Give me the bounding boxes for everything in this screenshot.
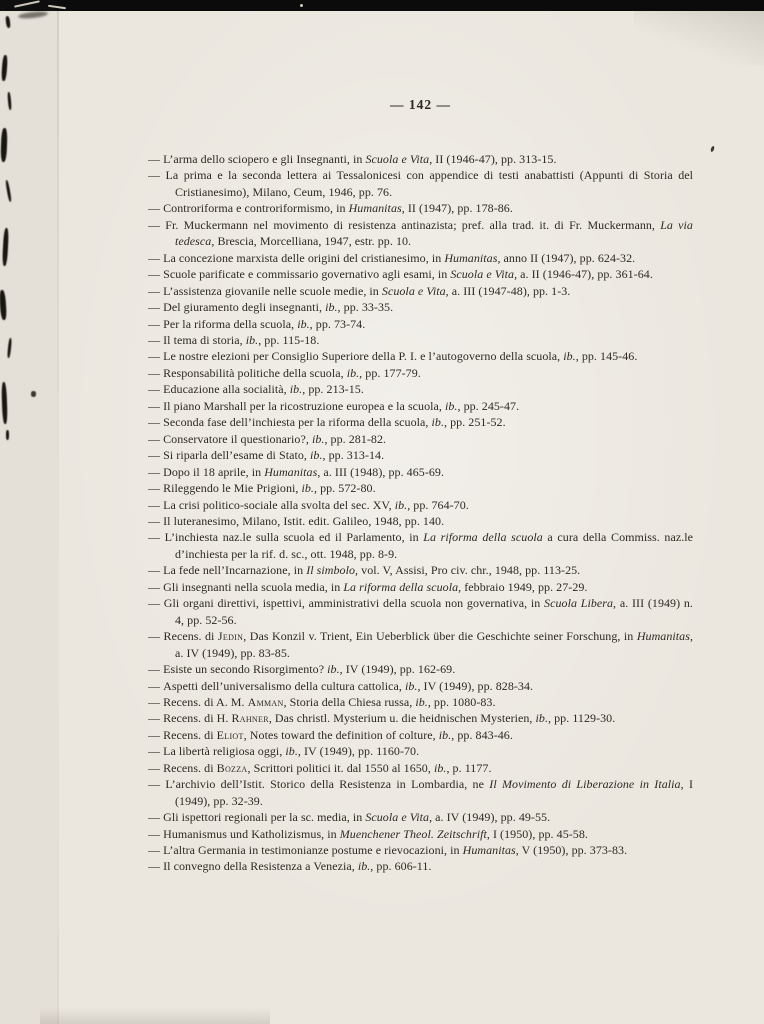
bibliography-entry (148, 365, 693, 381)
bibliography-entry (148, 250, 693, 266)
entry-text: L’archivio dell’Istit. Storico della Resistenza in Lombardia, ne (165, 777, 490, 792)
entry-text: , pp. 115-18. (258, 332, 320, 347)
bibliography-entry (148, 431, 693, 447)
entry-dash-marker: — (148, 530, 165, 545)
bibliography-list (148, 151, 693, 875)
entry-text-italic: Muenchener Theol. Zeitschrift (339, 826, 487, 841)
bibliography-entry (148, 579, 693, 595)
entry-text: Recens. di (163, 727, 217, 742)
entry-text: Il piano Marshall per la ricostruzione europea e la scuola, (163, 398, 445, 413)
bibliography-entry (148, 595, 693, 628)
bibliography-entry (148, 200, 693, 216)
entry-text: , p. 1177. (446, 760, 492, 775)
entry-text: Recens. di H. (163, 711, 232, 726)
entry-text: Scuole parificate e commissario governativo agli esami, in (163, 267, 451, 282)
entry-text: , pp. 572-80. (313, 481, 376, 496)
entry-dash-marker: — (148, 332, 164, 347)
scan-speck (710, 146, 715, 153)
entry-dash-marker: — (148, 694, 164, 709)
entry-text: Recens. di (163, 629, 218, 644)
entry-text-italic: Humanitas (636, 629, 690, 644)
entry-text-italic: ib. (394, 497, 408, 512)
entry-text: , Notes toward the definition of colture, (243, 727, 439, 742)
entry-text-italic: Il Movimento di Liberazione in Italia (489, 777, 681, 792)
entry-text: Recens. di (163, 760, 217, 775)
entry-dash-marker: — (148, 415, 164, 430)
bibliography-entry (148, 217, 693, 250)
entry-dash-marker: — (148, 843, 164, 858)
entry-text: Il convegno della Resistenza a Venezia, (163, 859, 358, 874)
entry-dash-marker: — (148, 579, 164, 594)
entry-dash-marker: — (148, 382, 164, 397)
entry-dash-marker: — (148, 497, 164, 512)
entry-text: , pp. 281-82. (324, 431, 387, 446)
entry-text: Aspetti dell’universalismo della cultura cattolica, (163, 678, 405, 693)
entry-text-italic: La riforma della scuola (343, 579, 459, 594)
entry-text-italic: ib. (535, 711, 549, 726)
entry-text: , IV (1949), pp. 828-34. (417, 678, 534, 693)
entry-text: , a. II (1946-47), pp. 361-64. (514, 267, 653, 282)
entry-text-italic: Humanitas (348, 201, 402, 216)
scan-bottom-smear (40, 1008, 270, 1024)
entry-text-italic: ib. (310, 448, 323, 463)
entry-text: , pp. 313-14. (322, 448, 385, 463)
entry-text-italic: Scuola Libera (544, 596, 614, 611)
bibliography-entry (148, 167, 693, 200)
bibliography-entry (148, 809, 693, 825)
entry-text-smallcaps: Bozza (216, 760, 248, 775)
entry-text: Seconda fase dell’inchiesta per la riforma della scuola, (163, 415, 432, 430)
bibliography-entry (148, 858, 693, 874)
entry-text-italic: Scuola e Vita (450, 267, 515, 282)
entry-text: , Das Konzil v. Trient, Ein Ueberblick über die Geschichte seiner Forschung, in (243, 629, 637, 644)
entry-dash-marker: — (148, 777, 166, 792)
entry-dash-marker: — (148, 810, 164, 825)
entry-text: Controriforma e controriformismo, in (163, 201, 349, 216)
entry-text: , II (1946-47), pp. 313-15. (429, 152, 557, 166)
entry-text: Educazione alla socialità, (163, 382, 290, 397)
entry-dash-marker: — (148, 431, 164, 446)
bibliography-entry (148, 628, 693, 661)
bibliography-entry (148, 513, 693, 529)
entry-text-italic: ib. (301, 481, 314, 496)
entry-dash-marker: — (148, 168, 166, 183)
entry-text: La libertà religiosa oggi, (163, 744, 286, 759)
entry-text: , pp. 245-47. (457, 398, 520, 413)
entry-text-italic: ib. (445, 398, 458, 413)
entry-text: , anno II (1947), pp. 624-32. (497, 250, 636, 265)
entry-dash-marker: — (148, 267, 164, 282)
entry-text: , febbraio 1949, pp. 27-29. (458, 579, 588, 594)
entry-text: , pp. 33-35. (337, 300, 394, 315)
entry-text: , pp. 764-70. (407, 497, 469, 512)
entry-text-italic: La riforma della scuola (423, 530, 543, 545)
page-content (148, 11, 693, 875)
scan-smudge (6, 430, 9, 440)
entry-dash-marker: — (148, 629, 164, 644)
entry-dash-marker: — (148, 283, 164, 298)
entry-text-italic: Humanitas (462, 843, 516, 858)
entry-text: , a. III (1947-48), pp. 1-3. (445, 283, 571, 298)
entry-text: L’inchiesta naz.le sulla scuola ed il Parlamento, in (164, 530, 424, 545)
bibliography-entry (148, 299, 693, 315)
entry-text: Gli organi direttivi, ispettivi, amministrativi della scuola non governativa, in (163, 596, 545, 611)
entry-dash-marker: — (148, 563, 164, 578)
entry-text: , vol. V, Assisi, Pro civ. chr., 1948, pp. 113-25. (355, 563, 581, 578)
scan-scratch (300, 4, 303, 7)
entry-dash-marker: — (148, 448, 164, 463)
bibliography-entry (148, 776, 693, 809)
entry-text: , pp. 177-79. (359, 365, 421, 380)
entry-text: , pp. 145-46. (575, 349, 638, 364)
entry-text: La fede nell’Incarnazione, in (163, 563, 307, 578)
entry-text: Rileggendo le Mie Prigioni, (163, 481, 302, 496)
entry-text-italic: ib. (297, 316, 310, 331)
entry-text: Gli insegnanti nella scuola media, in (163, 579, 344, 594)
entry-text: Per la riforma della scuola, (163, 316, 298, 331)
entry-dash-marker: — (148, 300, 164, 315)
entry-text: Responsabilità politiche della scuola, (163, 365, 347, 380)
entry-text-italic: Il simbolo (306, 563, 356, 578)
entry-text: , Storia della Chiesa russa, (283, 694, 416, 709)
bibliography-entry (148, 694, 693, 710)
entry-text-italic: Scuola e Vita (365, 152, 430, 166)
entry-text: , pp. 1080-83. (427, 694, 496, 709)
entry-dash-marker: — (148, 349, 164, 364)
entry-text: Del giuramento degli insegnanti, (163, 300, 326, 315)
bibliography-entry (148, 348, 693, 364)
entry-text: La concezione marxista delle origini del cristianesimo, in (163, 250, 445, 265)
entry-dash-marker: — (148, 711, 164, 726)
scan-artifact-top-bar (0, 0, 764, 11)
entry-dash-marker: — (148, 859, 164, 874)
entry-text: a cura della Commiss. naz.le d’inchiesta per la rif. d. sc., ott. 1948, pp. 8-9. (175, 530, 694, 561)
entry-text-italic: ib. (327, 662, 340, 677)
entry-text-smallcaps: Rahner (231, 711, 269, 726)
entry-dash-marker: — (148, 513, 164, 528)
entry-text-smallcaps: Eliot (216, 727, 244, 742)
entry-text-italic: ib. (285, 744, 298, 759)
entry-text-italic: ib. (325, 300, 338, 315)
bibliography-entry (148, 678, 693, 694)
bibliography-entry (148, 661, 693, 677)
entry-text: L’altra Germania in testimonianze postume e rievocazioni, in (163, 843, 463, 858)
bibliography-entry (148, 464, 693, 480)
entry-text: , pp. 843-46. (451, 727, 513, 742)
entry-text: , pp. 213-15. (302, 382, 364, 397)
entry-text: , II (1947), pp. 178-86. (401, 201, 513, 216)
entry-text: , I (1949), pp. 32-39. (175, 777, 694, 808)
entry-text: , pp. 73-74. (309, 316, 366, 331)
entry-dash-marker: — (148, 596, 164, 611)
entry-text: Conservatore il questionario?, (163, 431, 312, 446)
entry-text: , V (1950), pp. 373-83. (515, 843, 628, 858)
entry-text-italic: Scuola e Vita (365, 810, 430, 825)
entry-text: Il luteranesimo, Milano, Istit. edit. Galileo, 1948, pp. 140. (163, 513, 445, 528)
entry-text: , Brescia, Morcelliana, 1947, estr. pp. 10. (211, 234, 412, 249)
entry-text: L’arma dello sciopero e gli Insegnanti, in (163, 152, 366, 166)
entry-dash-marker: — (148, 760, 164, 775)
entry-text: Si riparla dell’esame di Stato, (163, 448, 311, 463)
entry-text: Recens. di A. M. (163, 694, 248, 709)
entry-text: Gli ispettori regionali per la sc. media, in (163, 810, 366, 825)
entry-text: Fr. Muckermann nel movimento di resistenza antinazista; pref. alla trad. it. di Fr. Muckermann, (165, 217, 661, 232)
entry-dash-marker: — (148, 152, 164, 166)
entry-dash-marker: — (148, 217, 166, 232)
bibliography-entry (148, 760, 693, 776)
entry-dash-marker: — (148, 201, 164, 216)
entry-dash-marker: — (148, 678, 164, 693)
entry-text-italic: ib. (245, 332, 259, 347)
entry-text: Il tema di storia, (163, 332, 246, 347)
bibliography-entry (148, 398, 693, 414)
entry-text: , a. III (1949) n. 4, pp. 52-56. (175, 596, 693, 627)
scan-smudge (31, 391, 36, 397)
entry-text: L’assistenza giovanile nelle scuole medie, in (163, 283, 382, 298)
entry-text-italic: ib. (438, 727, 452, 742)
entry-dash-marker: — (148, 826, 164, 841)
entry-text: , IV (1949), pp. 162-69. (339, 662, 456, 677)
bibliography-entry (148, 480, 693, 496)
entry-text: La crisi politico-sociale alla svolta del sec. XV, (163, 497, 395, 512)
entry-dash-marker: — (148, 481, 164, 496)
entry-text-italic: Humanitas (444, 250, 498, 265)
entry-text: La prima e la seconda lettera ai Tessalonicesi con appendice di testi anabattisti (Appunti di Storia del Cristianesimo), Milano, Ceum, 1946, pp. 76. (165, 168, 694, 199)
bibliography-entry (148, 316, 693, 332)
bibliography-entry (148, 283, 693, 299)
entry-text: Dopo il 18 aprile, in (163, 464, 265, 479)
entry-dash-marker: — (148, 662, 164, 677)
bibliography-entry (148, 743, 693, 759)
entry-text-smallcaps: Jedin (217, 629, 244, 644)
bibliography-entry (148, 414, 693, 430)
bibliography-entry (148, 266, 693, 282)
entry-text: , Das christl. Mysterium u. die heidnischen Mysterien, (268, 711, 536, 726)
bibliography-entry (148, 562, 693, 578)
entry-text-italic: Scuola e Vita (381, 283, 446, 298)
entry-dash-marker: — (148, 744, 164, 759)
entry-text: Esiste un secondo Risorgimento? (163, 662, 328, 677)
entry-text-italic: ib. (311, 431, 325, 446)
entry-text: , I (1950), pp. 45-58. (486, 826, 588, 841)
entry-text-italic: ib. (431, 415, 444, 430)
entry-text: Humanismus und Katholizismus, in (163, 826, 340, 841)
entry-dash-marker: — (148, 398, 164, 413)
entry-text-italic: ib. (357, 859, 371, 874)
bibliography-entry (148, 842, 693, 858)
bibliography-entry (148, 710, 693, 726)
entry-text-italic: La via tedesca (175, 217, 693, 249)
bibliography-entry (148, 332, 693, 348)
bibliography-entry (148, 826, 693, 842)
bibliography-entry (148, 151, 693, 167)
entry-text: , IV (1949), pp. 1160-70. (297, 744, 420, 759)
entry-text-italic: ib. (404, 678, 418, 693)
entry-text: , a. IV (1949), pp. 83-85. (175, 629, 694, 660)
entry-dash-marker: — (148, 365, 164, 380)
entry-text-italic: ib. (563, 349, 576, 364)
entry-dash-marker: — (148, 727, 164, 742)
entry-text: , Scrittori politici it. dal 1550 al 1650, (247, 760, 434, 775)
bibliography-entry (148, 497, 693, 513)
entry-dash-marker: — (148, 250, 164, 265)
entry-text: , pp. 1129-30. (548, 711, 616, 726)
entry-text-italic: ib. (433, 760, 447, 775)
entry-text-smallcaps: Amman (247, 694, 284, 709)
page-number: — 142 — (390, 97, 451, 112)
bibliography-entry (148, 727, 693, 743)
bibliography-entry (148, 529, 693, 562)
entry-text: , pp. 251-52. (444, 415, 506, 430)
entry-text-italic: ib. (346, 365, 360, 380)
entry-text: , a. III (1948), pp. 465-69. (317, 464, 445, 479)
entry-text: , a. IV (1949), pp. 49-55. (429, 810, 551, 825)
bibliography-entry (148, 381, 693, 397)
scan-left-edge-band (0, 0, 57, 1024)
entry-dash-marker: — (148, 464, 164, 479)
entry-text: , pp. 606-11. (370, 859, 432, 874)
bibliography-entry (148, 447, 693, 463)
entry-text-italic: Humanitas (264, 464, 318, 479)
entry-text: Le nostre elezioni per Consiglio Superiore della P. I. e l’autogoverno della scuola, (163, 349, 564, 364)
entry-dash-marker: — (148, 316, 164, 331)
entry-text-italic: ib. (289, 382, 303, 397)
scan-crease-line (57, 11, 59, 1024)
entry-text-italic: ib. (415, 694, 428, 709)
